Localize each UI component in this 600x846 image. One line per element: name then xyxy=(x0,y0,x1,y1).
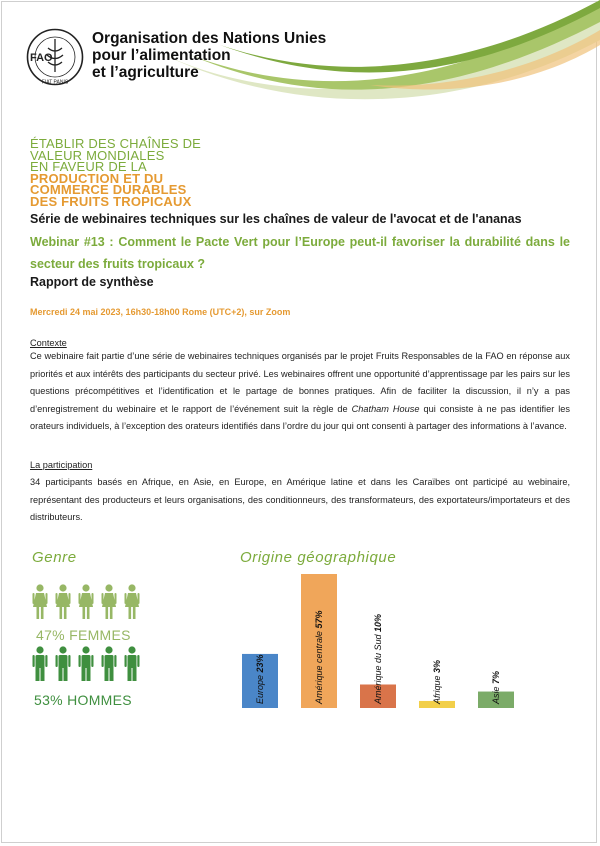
women-icons-row xyxy=(32,584,144,620)
org-name-line-2: pour l’alimentation xyxy=(92,47,231,64)
category-label-5: Asie xyxy=(491,683,501,704)
man-icon-2 xyxy=(56,646,71,681)
logo-motto: FIAT PANIS xyxy=(41,79,69,86)
organisation-name xyxy=(92,30,326,81)
context-heading: Contexte xyxy=(30,338,67,348)
value-label-2: 57% xyxy=(314,610,324,629)
value-label-5: 7% xyxy=(491,670,501,684)
project-title xyxy=(30,138,201,208)
project-title-line-6: DES FRUITS TROPICAUX xyxy=(30,193,192,209)
men-icons-row xyxy=(32,646,144,682)
woman-icon-2 xyxy=(56,584,71,619)
fao-logo xyxy=(26,28,84,86)
man-icon-1 xyxy=(33,646,48,681)
participation-paragraph: 34 participants basés en Afrique, en Asie, en Europe, en Amérique latine et dans les Caraïbes ont participé au webinaire, représentant des producteurs et leurs organisations, des conditionneurs, des transformateurs, des exportateurs/importateurs et des distributeurs. xyxy=(30,477,570,523)
org-name-line-3: et l’agriculture xyxy=(92,64,199,81)
man-icon-3 xyxy=(79,646,94,681)
project-title-line-5: COMMERCE DURABLES xyxy=(30,182,187,198)
woman-icon-5 xyxy=(125,584,140,619)
origin-bar-chart xyxy=(236,560,576,715)
bar-label-4 xyxy=(432,660,442,705)
bar-label-1 xyxy=(255,654,265,704)
genre-heading: Genre xyxy=(32,549,77,566)
project-title-line-1: ÉTABLIR DES CHAÎNES DE xyxy=(30,136,202,151)
participation-heading: La participation xyxy=(30,460,93,470)
woman-icon-4 xyxy=(102,584,117,619)
context-text-2: qui consiste à ne pas identifier les orateurs individuels, à l’exception des orateurs identifiés dans l’ordre du jour qui ont consenti à partager des informations à l’avance. xyxy=(30,403,570,432)
value-label-3: 10% xyxy=(373,613,383,632)
woman-icon-1 xyxy=(33,584,48,619)
webinar-title: Webinar #13 : Comment le Pacte Vert pour l’Europe peut-il favoriser la durabilité dans le secteur des fruits tropicaux ? xyxy=(30,235,570,271)
event-date: Mercredi 24 mai 2023, 16h30-18h00 Rome (UTC+2), sur Zoom xyxy=(30,307,291,317)
report-label: Rapport de synthèse xyxy=(30,275,154,289)
bar-label-3 xyxy=(373,614,383,705)
category-label-4: Afrique xyxy=(432,672,442,704)
category-label-2: Amérique centrale xyxy=(314,628,324,704)
men-percentage: 53% HOMMES xyxy=(34,692,132,708)
woman-icon-3 xyxy=(79,584,94,619)
bar-label-2 xyxy=(314,610,324,705)
chart-title: Origine géographique xyxy=(240,549,397,566)
category-label-1: Europe xyxy=(255,672,265,704)
context-paragraph xyxy=(30,348,570,436)
value-label-4: 3% xyxy=(432,659,442,673)
project-title-line-4: PRODUCTION ET DU xyxy=(30,170,164,186)
project-title-line-2: VALEUR MONDIALES xyxy=(30,147,165,163)
bar-label-5 xyxy=(491,671,501,705)
project-title-line-3: EN FAVEUR DE LA xyxy=(30,159,147,175)
women-percentage: 47% FEMMES xyxy=(36,627,131,643)
category-label-3: Amérique du Sud xyxy=(373,631,383,704)
series-title: Série de webinaires techniques sur les chaînes de valeur de l'avocat et de l'ananas xyxy=(30,212,522,226)
man-icon-5 xyxy=(125,646,140,681)
value-label-1: 23% xyxy=(255,654,265,673)
logo-letters: FAO xyxy=(30,52,53,64)
man-icon-4 xyxy=(102,646,117,681)
org-name-line-1: Organisation des Nations Unies xyxy=(92,30,327,47)
context-italic: Chatham House xyxy=(351,403,420,414)
context-text-1: Ce webinaire fait partie d’une série de webinaires techniques organisés par le projet Fruits Responsables de la FAO en réponse aux priorités et aux intérêts des participants du secteur privé. Les webinaires offrent une opportunité d’apprentissage par les pairs sur les questions précompétitives et l’identification et le partage de bonnes pratiques. Afin de faciliter la discussion, il n’y a pas d’enregistrement du webinaire et le rapport de l’événement suit la règle de xyxy=(30,351,570,414)
